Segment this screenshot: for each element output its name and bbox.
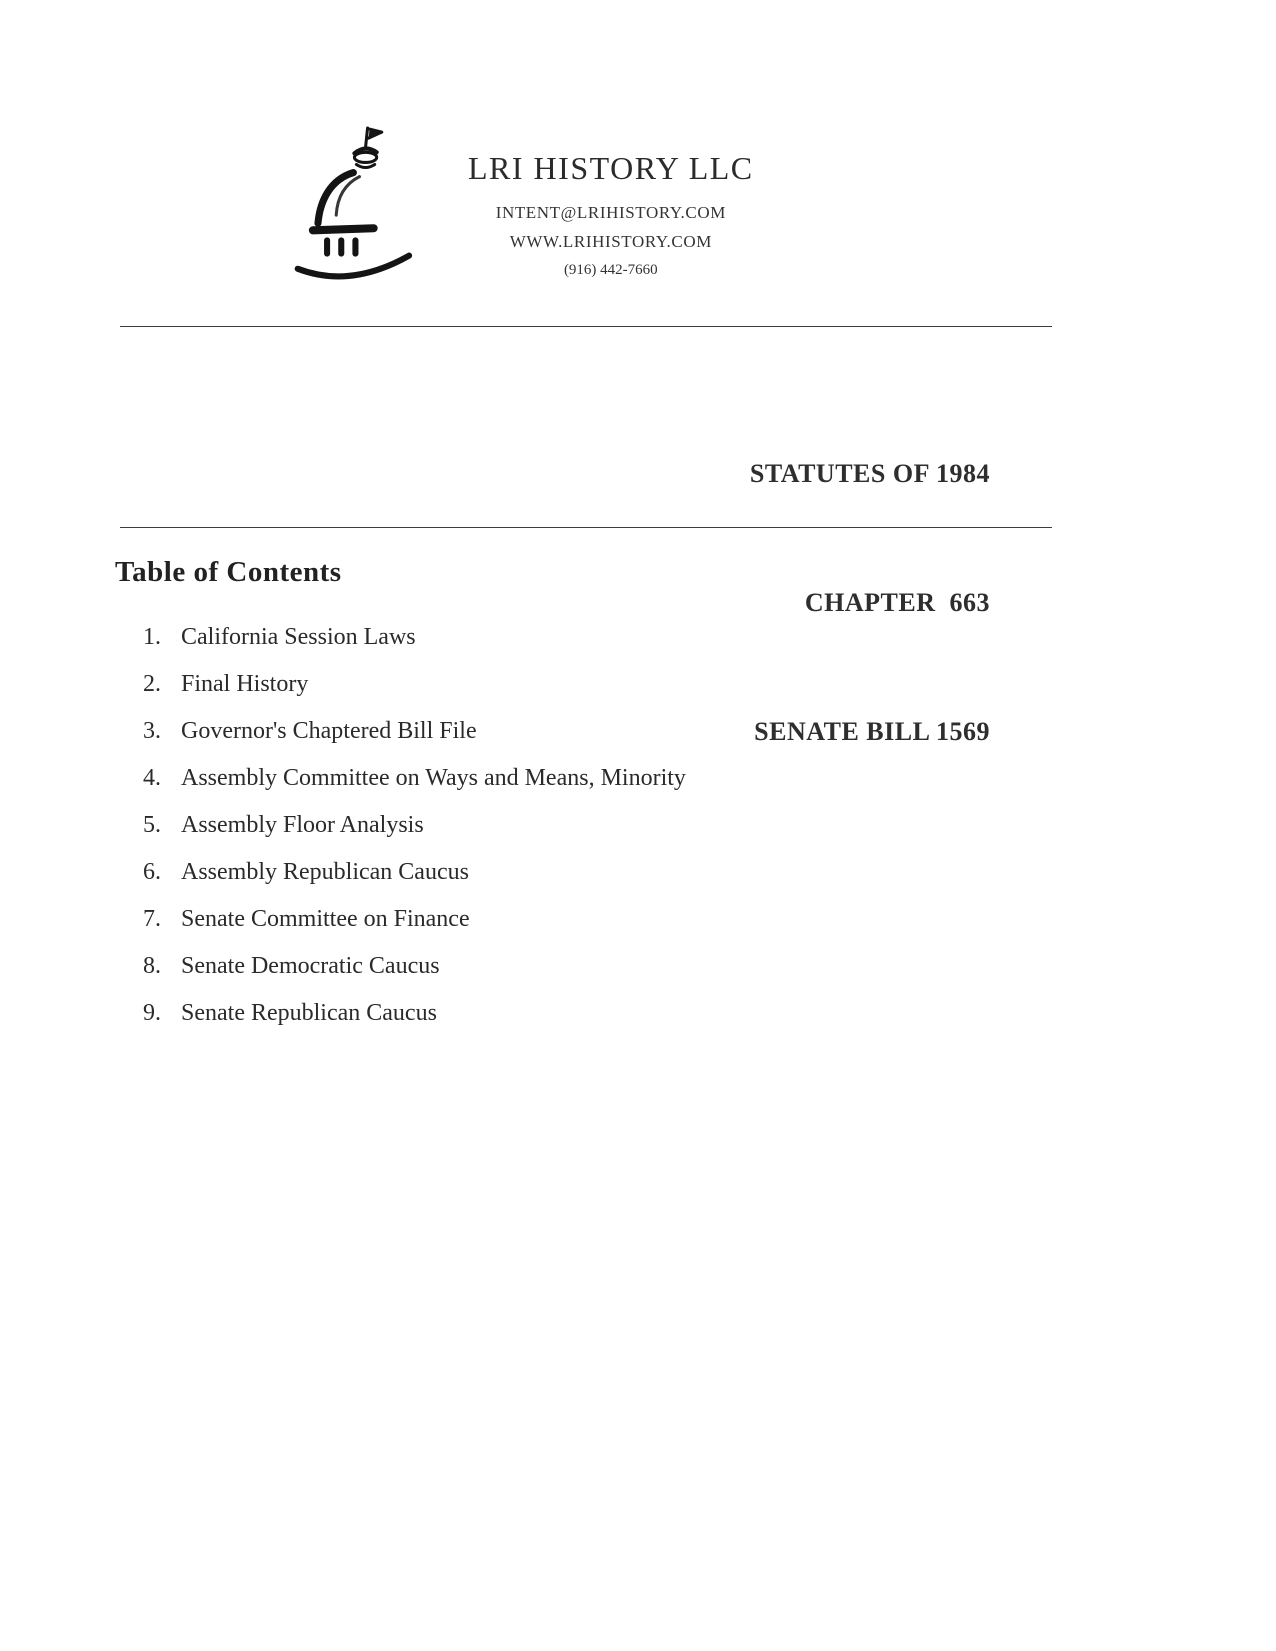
- toc-item-number: 9.: [143, 1000, 161, 1026]
- toc-item-label: Assembly Republican Caucus: [181, 859, 469, 885]
- toc-item-number: 4.: [143, 765, 161, 791]
- company-email: INTENT@LRIHISTORY.COM: [495, 203, 726, 222]
- divider-bottom: [120, 527, 1052, 528]
- toc-item: [143, 718, 686, 765]
- chapter-line: CHAPTER 663: [804, 588, 990, 617]
- company-phone: (916) 442-7660: [563, 262, 658, 278]
- statute-title-block: [750, 366, 990, 839]
- toc-item-label: California Session Laws: [181, 624, 416, 650]
- toc-item-label: Senate Democratic Caucus: [181, 953, 440, 979]
- toc-item-number: 8.: [143, 953, 161, 979]
- toc-item: [143, 812, 686, 859]
- toc-item-number: 5.: [143, 812, 161, 838]
- toc-item-label: Senate Committee on Finance: [181, 906, 470, 932]
- toc-item-number: 1.: [143, 624, 161, 650]
- toc-item-label: Assembly Committee on Ways and Means, Minority: [181, 765, 686, 791]
- toc-heading: Table of Contents: [115, 556, 342, 588]
- toc-item-number: 3.: [143, 718, 161, 744]
- toc-item-label: Final History: [181, 671, 309, 697]
- toc-item: [143, 765, 686, 812]
- letterhead: [292, 126, 754, 288]
- toc-item: [143, 906, 686, 953]
- statutes-year-line: STATUTES OF 1984: [749, 459, 990, 488]
- toc-item-number: 7.: [143, 906, 161, 932]
- toc-item: [143, 1000, 686, 1047]
- company-website: WWW.LRIHISTORY.COM: [509, 232, 712, 251]
- toc-item-label: Senate Republican Caucus: [181, 1000, 437, 1026]
- divider-top: [120, 326, 1052, 327]
- toc-list: [143, 624, 686, 1047]
- toc-item: [143, 624, 686, 671]
- toc-item-label: Governor's Chaptered Bill File: [181, 718, 477, 744]
- toc-item-number: 2.: [143, 671, 161, 697]
- senate-bill-line: SENATE BILL 1569: [754, 717, 990, 746]
- company-name: LRI HISTORY LLC: [468, 150, 754, 186]
- toc-item-label: Assembly Floor Analysis: [181, 812, 424, 838]
- toc-item: [143, 671, 686, 718]
- toc-item: [143, 953, 686, 1000]
- toc-item-number: 6.: [143, 859, 161, 885]
- capitol-dome-logo-icon: [292, 126, 430, 288]
- letterhead-text: [468, 126, 754, 279]
- toc-item: [143, 859, 686, 906]
